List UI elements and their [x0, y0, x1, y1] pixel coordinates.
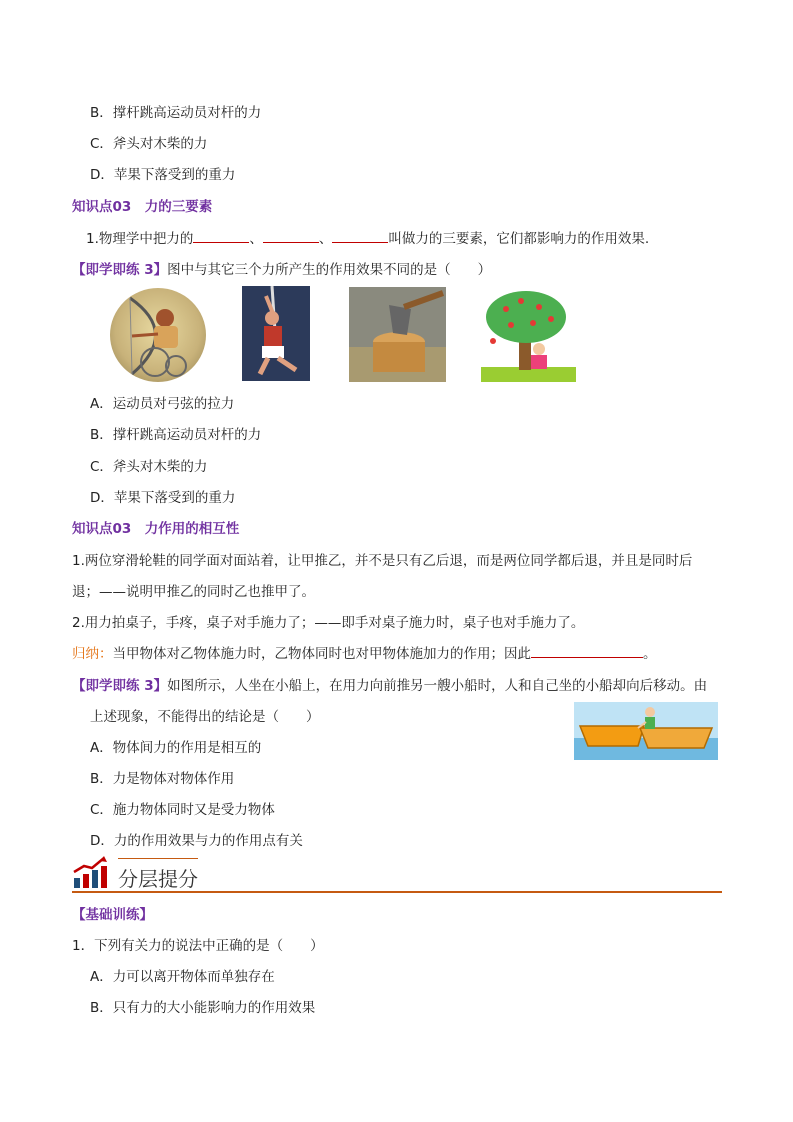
section-divider	[72, 891, 722, 893]
basic-training-tag: 【基础训练】	[72, 907, 153, 923]
paragraph-2: 2.用力拍桌子，手疼，桌子对手施力了；——即手对桌子施力时，桌子也对手施力了。	[72, 615, 585, 631]
option-a: A．物体间力的作用是相互的	[90, 740, 262, 756]
practice-question	[72, 674, 707, 694]
summary-tag: 归纳：	[72, 646, 113, 662]
summary-answer-blank[interactable]	[531, 644, 643, 658]
boat-image	[574, 702, 718, 760]
option-d: D．力的作用效果与力的作用点有关	[90, 833, 303, 849]
summary-end: 。	[643, 646, 657, 662]
fill-in-question	[86, 227, 649, 247]
practice-tag: 【即学即练 3】	[72, 262, 168, 278]
archer-image	[110, 288, 206, 382]
question-text-line-2: 上述现象，不能得出的结论是（ ）	[90, 709, 320, 725]
summary-line	[72, 642, 657, 662]
option-b: B．只有力的大小能影响力的作用效果	[90, 1000, 316, 1016]
title-accent-line	[118, 858, 198, 859]
separator: 、	[249, 231, 263, 247]
option-d: D．苹果下落受到的重力	[90, 490, 236, 506]
answer-blank-1[interactable]	[193, 229, 249, 243]
question-text: 叫做力的三要素，它们都影响力的作用效果.	[388, 231, 650, 247]
section-title: 分层提分	[118, 867, 198, 891]
answer-blank-3[interactable]	[332, 229, 388, 243]
question-text: 1．下列有关力的说法中正确的是（ ）	[72, 938, 324, 954]
option-c: C．斧头对木柴的力	[90, 459, 208, 475]
option-a: A．力可以离开物体而单独存在	[90, 969, 275, 985]
bar-chart-growth-icon	[72, 856, 108, 890]
option-b: B．力是物体对物体作用	[90, 771, 235, 787]
pole-vault-image	[242, 286, 310, 381]
question-text: 图中与其它三个力所产生的作用效果不同的是（ ）	[167, 262, 492, 278]
paragraph-1-line-2: 退；——说明甲推乙的同时乙也推甲了。	[72, 584, 315, 600]
option-c: C．施力物体同时又是受力物体	[90, 802, 275, 818]
paragraph-1-line-1: 1.两位穿滑轮鞋的同学面对面站着，让甲推乙，并不是只有乙后退，而是两位同学都后退，并且是同时后	[72, 553, 693, 569]
option-c: C．斧头对木柴的力	[90, 136, 208, 152]
separator: 、	[318, 231, 333, 247]
answer-blank-2[interactable]	[263, 229, 319, 243]
question-text: 如图所示，人坐在小船上，在用力向前推另一艘小船时，人和自己坐的小船却向后移动。由	[167, 678, 708, 694]
option-d: D．苹果下落受到的重力	[90, 167, 236, 183]
option-a: A．运动员对弓弦的拉力	[90, 396, 235, 412]
knowledge-point-heading: 知识点03 力的三要素	[72, 199, 213, 215]
question-text: 1.物理学中把力的	[86, 231, 194, 247]
option-b: B．撑杆跳高运动员对杆的力	[90, 105, 262, 121]
knowledge-point-heading: 知识点03 力作用的相互性	[72, 521, 240, 537]
summary-text: 当甲物体对乙物体施力时，乙物体同时也对甲物体施加力的作用；因此	[112, 646, 531, 662]
practice-question	[72, 258, 491, 278]
option-b: B．撑杆跳高运动员对杆的力	[90, 427, 262, 443]
axe-wood-image	[349, 287, 446, 382]
apple-tree-image	[481, 287, 576, 382]
practice-tag: 【即学即练 3】	[72, 678, 168, 694]
